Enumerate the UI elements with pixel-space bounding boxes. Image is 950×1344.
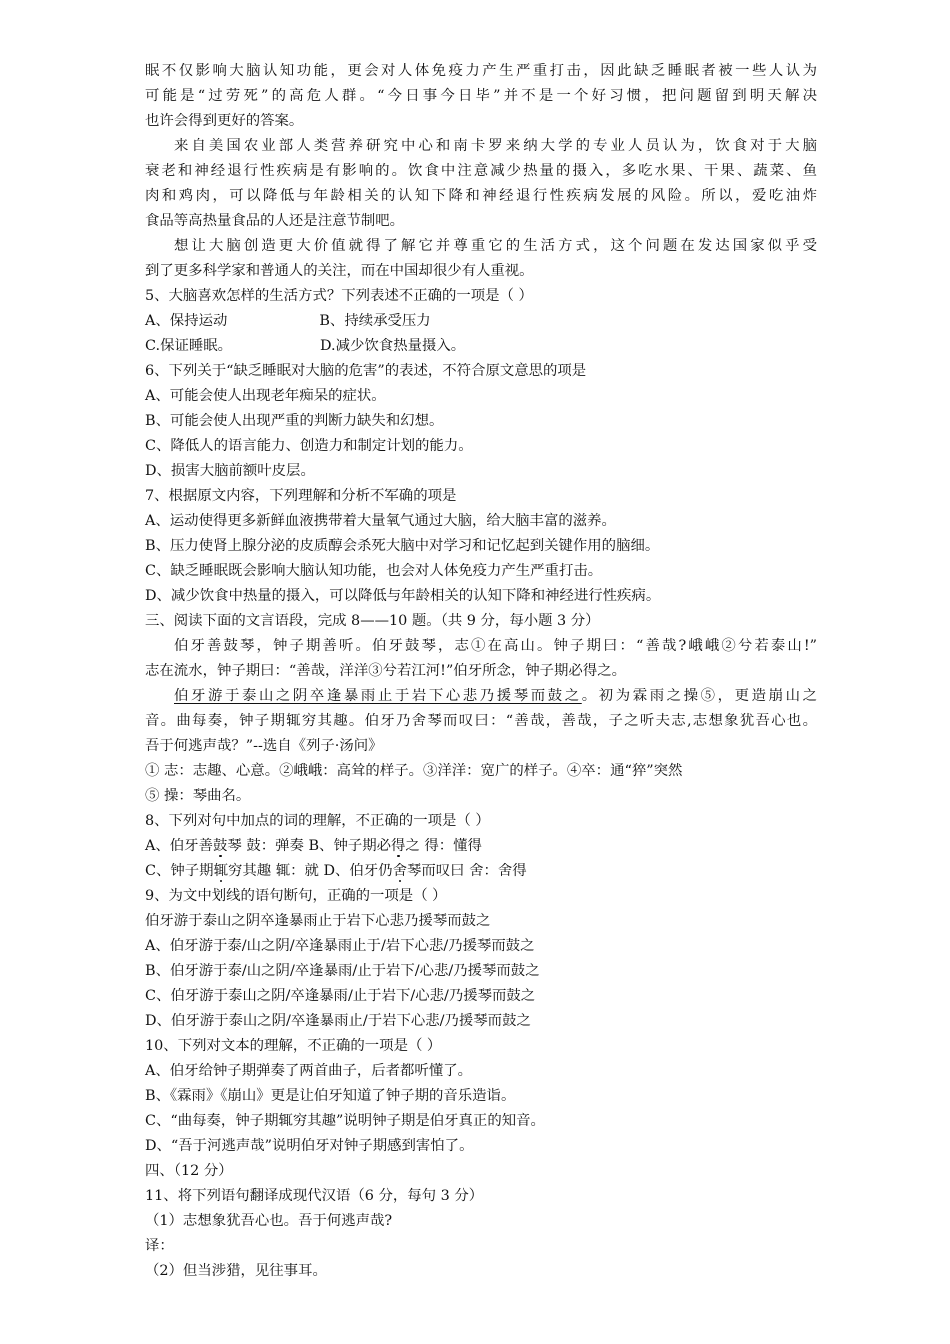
question-8-stem: 8、下列对句中加点的词的理解，不正确的一项是（ ） (145, 813, 490, 829)
classical-text-line: 志在流水，钟子期曰：“善哉，洋洋③兮若江河!”伯牙所念，钟子期必得之。 (145, 663, 626, 679)
dotted-word: 辄 (213, 863, 228, 879)
section-3-heading: 三、阅读下面的文言语段，完成 8——10 题。（共 9 分，每小题 3 分） (145, 613, 600, 629)
option-b: B、持续承受压力 (319, 313, 431, 329)
question-5-options-cd (145, 334, 817, 359)
translation-sentence-1: （1）志想象犹吾心也。吾于何逃声哉? (145, 1213, 393, 1229)
section-4-heading: 四、（12 分） (145, 1163, 233, 1179)
option-a: A、保持运动 (145, 313, 228, 329)
translation-sentence-2: （2）但当涉猎，见往事耳。 (145, 1263, 327, 1279)
question-10-stem: 10、下列对文本的理解，不正确的一项是（ ） (145, 1038, 442, 1054)
option-d: D、减少饮食中热量的摄入，可以降低与年龄相关的认知下降和神经进行性疾病。 (145, 588, 661, 604)
option-a: A、伯牙游于泰/山之阴/卒逢暴雨止于/岩下心悲/乃援琴而鼓之 (145, 938, 535, 954)
question-11-stem: 11、将下列语句翻译成现代汉语（6 分，每句 3 分） (145, 1188, 484, 1204)
text-line: 到了更多科学家和普通人的关注，而在中国却很少有人重视。 (145, 263, 534, 279)
option-a: A、可能会使人出现老年痴呆的症状。 (145, 388, 386, 404)
classical-text-line: 吾于何逃声哉？”--选自《列子·汤问》 (145, 738, 383, 754)
option-c: C、降低人的语言能力、创造力和制定计划的能力。 (145, 438, 473, 454)
text-line: 衰老和神经退行性疾病是有影响的。饮食中注意减少热量的摄入，多吃水果、干果、蔬菜、鱼 (145, 163, 817, 179)
question-8-options-ab: A、伯牙善鼓琴 鼓：弹奏 B、钟子期必得之 得：懂得 (145, 838, 482, 854)
text-line: 肉和鸡肉，可以降低与年龄相关的认知下降和神经退行性疾病发展的风险。所以，爱吃油炸 (145, 188, 817, 204)
text-line: 想让大脑创造更大价值就得了解它并尊重它的生活方式，这个问题在发达国家似乎受 (174, 238, 817, 254)
text-line: 来自美国农业部人类营养研究中心和南卡罗来纳大学的专业人员认为，饮食对于大脑 (174, 138, 817, 154)
document-body (145, 59, 817, 1284)
dotted-word: 得 (391, 838, 406, 854)
classical-text-line: 伯牙游于泰山之阴卒逢暴雨止于岩下心悲乃援琴而鼓之。初为霖雨之操⑤，更造崩山之 (174, 688, 817, 704)
footnote-line: ⑤ 操：琴曲名。 (145, 788, 251, 804)
option-b: B、压力使肾上腺分泌的皮质醇会杀死大脑中对学习和记忆起到关键作用的脑细。 (145, 538, 660, 554)
option-a: A、伯牙给钟子期弹奏了两首曲子，后者都听懂了。 (145, 1063, 472, 1079)
underlined-sentence: 伯牙游于泰山之阴卒逢暴雨止于岩下心悲乃援琴而鼓之 (174, 688, 582, 704)
dotted-word: 鼓 (212, 838, 228, 854)
dotted-word: 舍 (392, 863, 407, 879)
question-7-stem: 7、根据原文内容，下列理解和分析不军确的项是 (145, 488, 457, 504)
text-line: 眠不仅影响大脑认知功能，更会对人体免疫力产生严重打击，因此缺乏睡眠者被一些人认为 (145, 63, 817, 79)
question-6-stem: 6、下列关于“缺乏睡眠对大脑的危害”的表述，不符合原文意思的项是 (145, 363, 587, 379)
text-line: 食品等高热量食品的人还是注意节制吧。 (145, 213, 405, 229)
footnote-line: ① 志：志趣、心意。②峨峨：高耸的样子。③洋洋：宽广的样子。④卒：通“猝”突然 (145, 763, 683, 779)
text-line: 可能是“过劳死”的高危人群。“今日事今日毕”并不是一个好习惯，把问题留到明天解决 (145, 88, 817, 104)
option-b: B、伯牙游于泰/山之阴/卒逢暴雨/止于岩下/心悲/乃援琴而鼓之 (145, 963, 540, 979)
option-b: B、可能会使人出现严重的判断力缺失和幻想。 (145, 413, 444, 429)
option-a: A、运动使得更多新鲜血液携带着大量氧气通过大脑，给大脑丰富的滋养。 (145, 513, 616, 529)
translation-answer-label: 译： (145, 1238, 174, 1254)
option-c: C、缺乏睡眠既会影响大脑认知功能，也会对人体免疫力产生严重打击。 (145, 563, 603, 579)
classical-text-line: 音。曲每奏，钟子期辄穷其趣。伯牙乃舍琴而叹曰：“善哉，善哉，子之听夫志,志想象犹吾心也。 (145, 713, 817, 729)
text-line: 也许会得到更好的答案。 (145, 113, 304, 129)
option-c: C.保证睡眠。 (145, 338, 233, 354)
question-5-options-ab (145, 309, 817, 334)
classical-text-line: 伯牙善鼓琴，钟子期善听。伯牙鼓琴，志①在高山。钟子期曰：“善哉?峨峨②兮若泰山!” (174, 638, 817, 654)
option-c: C、“曲每奏，钟子期辄穷其趣”说明钟子期是伯牙真正的知音。 (145, 1113, 545, 1129)
option-d: D、伯牙游于泰山之阴/卒逢暴雨止/于岩下心悲/乃援琴而鼓之 (145, 1013, 531, 1029)
option-d: D、损害大脑前额叶皮层。 (145, 463, 315, 479)
option-b: B、《霖雨》《崩山》更是让伯牙知道了钟子期的音乐造诣。 (145, 1088, 516, 1104)
question-9-stem: 9、为文中划线的语句断句，正确的一项是（ ） (145, 888, 447, 904)
option-c: C、伯牙游于泰山之阴/卒逢暴雨/止于岩下/心悲/乃援琴而鼓之 (145, 988, 536, 1004)
option-d: D.减少饮食热量摄入。 (320, 338, 466, 354)
question-8-options-cd: C、钟子期辄穷其趣 辄：就 D、伯牙仍舍琴而叹曰 舍：舍得 (145, 863, 527, 879)
question-5-stem: 5、大脑喜欢怎样的生活方式？下列表述不正确的一项是（ ） (145, 288, 533, 304)
option-d: D、“吾于河逃声哉”说明伯牙对钟子期感到害怕了。 (145, 1138, 474, 1154)
question-9-sentence: 伯牙游于泰山之阴卒逢暴雨止于岩下心悲乃援琴而鼓之 (145, 913, 491, 929)
